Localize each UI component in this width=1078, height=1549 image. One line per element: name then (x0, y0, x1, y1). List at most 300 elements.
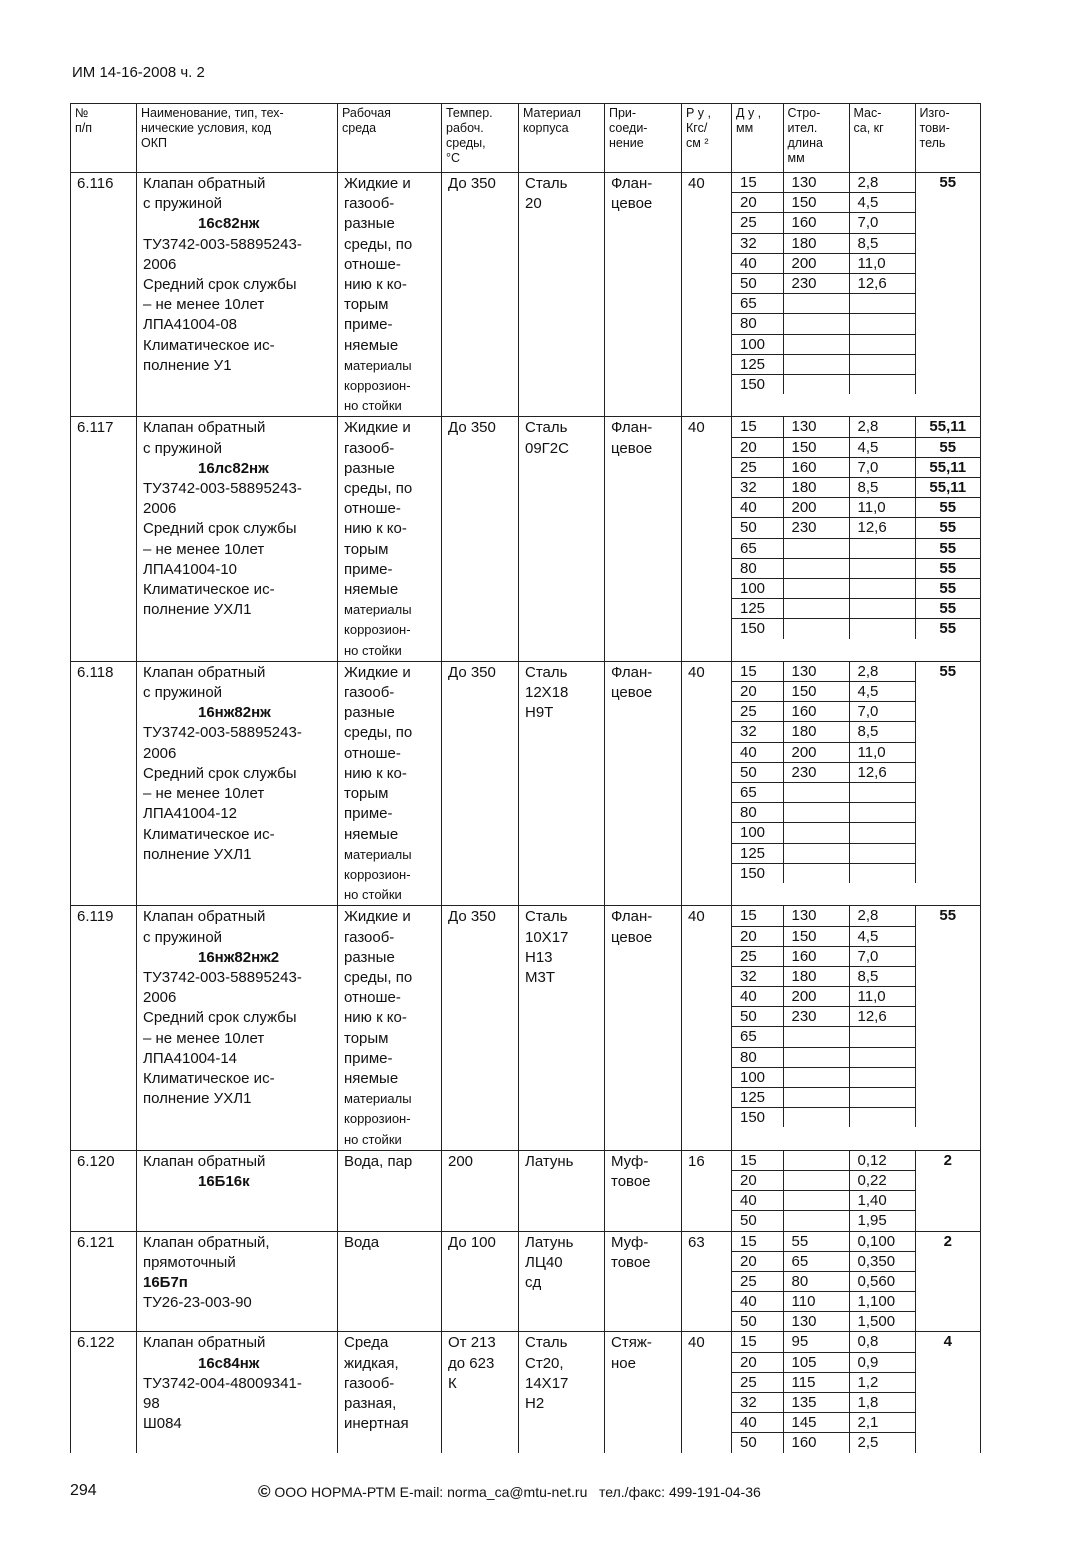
cell-line: 98 (143, 1395, 160, 1413)
size-row (732, 906, 980, 926)
cell-line: Н13 (525, 948, 553, 966)
cell-line: Ст20, (525, 1354, 564, 1372)
size-mass (849, 1027, 915, 1047)
cell-line: До 350 (448, 663, 496, 681)
manufacturer-code (915, 213, 980, 233)
size-row (732, 1271, 980, 1291)
cell-line: 09Г2С (525, 439, 569, 457)
size-mass (849, 1067, 915, 1087)
cell-line: Жидкие и (344, 419, 411, 437)
cell-line: ное (611, 1354, 636, 1372)
header-line: мм (787, 151, 805, 165)
cell-line: ТУ3742-003-58895243- (143, 968, 302, 986)
cell-line: 2006 (143, 255, 177, 273)
size-dn: 50 (732, 273, 783, 293)
manufacturer-code: 2 (915, 1151, 980, 1171)
cell-line: До 350 (448, 175, 496, 192)
working-medium-cell (338, 906, 442, 1150)
cell-line: 16Б7п (143, 1273, 188, 1291)
manufacturer-code: 4 (915, 1332, 980, 1352)
size-row (732, 1007, 980, 1027)
size-row (732, 762, 980, 782)
cell-line: До 100 (448, 1233, 496, 1251)
size-dn: 100 (732, 334, 783, 354)
manufacturer-code (915, 1047, 980, 1067)
size-dn: 150 (740, 620, 766, 638)
cell-line: ЛПА41004-08 (143, 316, 238, 334)
col-header-sizes (732, 104, 981, 173)
col-header-length (783, 104, 849, 172)
size-dn: 50 (740, 1313, 757, 1331)
cell-line: разные (344, 704, 395, 722)
size-len (783, 294, 849, 314)
size-row (732, 1352, 980, 1372)
header-line: рабоч. (446, 121, 484, 135)
cell-line: – не менее 10лет (143, 540, 265, 558)
cell-line: материалы (344, 357, 412, 373)
size-len: 160 (783, 702, 849, 722)
cell-line: Средний срок службы (143, 1009, 297, 1027)
cell-line: 16с82нж (198, 215, 260, 233)
size-mass (849, 294, 915, 314)
size-dn: 125 (732, 1088, 783, 1108)
email-address[interactable]: norma_ca@mtu-net.ru (447, 1484, 588, 1500)
row-number (71, 417, 137, 661)
cell-line: Флан- (611, 663, 653, 681)
size-dn: 15 (732, 1151, 783, 1171)
size-mass: 2,5 (849, 1433, 915, 1453)
size-row (732, 334, 980, 354)
cell-line: ЛЦ40 (525, 1253, 563, 1271)
cell-line: 14Х17 (525, 1374, 569, 1392)
size-dn: 40 (732, 1292, 783, 1312)
size-len: 180 (783, 966, 849, 986)
size-dn: 15 (732, 906, 783, 926)
size-mass (849, 823, 915, 843)
cell-line: отноше- (344, 500, 401, 518)
size-row (732, 1191, 980, 1211)
manufacturer-code (915, 1108, 980, 1128)
cell-line: 16с84нж (198, 1354, 260, 1372)
size-row (732, 702, 980, 722)
size-len: 130 (783, 1312, 849, 1332)
product-name-cell (137, 417, 338, 661)
cell-line: 16лс82нж (198, 459, 269, 477)
header-line: Р у , (686, 106, 712, 120)
cell-line: приме- (344, 316, 393, 334)
size-row (732, 1372, 980, 1392)
manufacturer-code (915, 354, 980, 374)
size-mass (849, 578, 915, 598)
cell-line: до 623 (448, 1354, 495, 1372)
cell-line: разная, (344, 1395, 397, 1413)
cell-line: сд (525, 1273, 542, 1291)
size-dn: 15 (732, 417, 783, 437)
sizes-subtable (732, 417, 980, 638)
size-mass: 7,0 (849, 702, 915, 722)
cell-line: с пружиной (143, 195, 223, 213)
size-mass (849, 863, 915, 883)
pressure-cell (682, 1150, 732, 1231)
row-number-text: 6.121 (77, 1233, 115, 1251)
cell-line: газооб- (344, 1374, 395, 1392)
cell-line: с пружиной (143, 928, 223, 946)
size-row (732, 863, 980, 883)
size-row (732, 946, 980, 966)
cell-line: няемые (344, 1069, 399, 1087)
row-number (71, 906, 137, 1150)
sizes-subtable (732, 173, 980, 394)
cell-line: но стойки (344, 398, 402, 414)
sizes-subtable (732, 1232, 980, 1332)
row-number (71, 1150, 137, 1231)
email-label: E-mail: (399, 1484, 444, 1500)
manufacturer-code (915, 1352, 980, 1372)
header-line: Стро- (787, 106, 821, 120)
size-row (732, 1067, 980, 1087)
manufacturer-code: 55 (915, 599, 980, 619)
size-len: 150 (783, 682, 849, 702)
row-number (71, 661, 137, 905)
size-row (732, 314, 980, 334)
row-number (71, 1231, 137, 1332)
sizes-subtable (732, 1332, 980, 1452)
size-row (732, 457, 980, 477)
size-mass: 4,5 (849, 682, 915, 702)
cell-line: ТУ3742-003-58895243- (143, 235, 302, 253)
size-len: 200 (783, 253, 849, 273)
col-header-medium (338, 104, 442, 173)
working-medium-cell (338, 1332, 442, 1453)
document-id: ИМ 14-16-2008 ч. 2 (72, 64, 205, 81)
size-mass: 1,95 (849, 1211, 915, 1231)
manufacturer-code: 55 (915, 498, 980, 518)
cell-line: Ш084 (143, 1415, 182, 1433)
body-material-cell (519, 661, 605, 905)
cell-line: торым (344, 296, 389, 314)
size-mass: 0,100 (849, 1232, 915, 1252)
size-row (732, 518, 980, 538)
row-number-text: 6.119 (77, 908, 114, 926)
cell-line: отноше- (344, 989, 401, 1007)
cell-line: Сталь (525, 1334, 568, 1352)
header-line: среда (342, 121, 377, 135)
cell-line: приме- (344, 805, 393, 823)
sizes-subtable (732, 662, 980, 883)
size-row (732, 1170, 980, 1190)
size-len: 65 (783, 1251, 849, 1271)
size-mass: 12,6 (849, 1007, 915, 1027)
cell-line: но стойки (344, 887, 402, 903)
size-dn: 15 (732, 173, 783, 193)
manufacturer-code (915, 863, 980, 883)
cell-line: цевое (611, 684, 653, 702)
manufacturer-code (915, 783, 980, 803)
header-line: см ² (686, 136, 709, 150)
size-row (732, 193, 980, 213)
body-material-cell (519, 173, 605, 417)
cell-line: торым (344, 785, 389, 803)
connection-cell (605, 661, 682, 905)
manufacturer-code (915, 334, 980, 354)
size-len: 150 (783, 193, 849, 213)
cell-line: отноше- (344, 744, 401, 762)
size-len (783, 334, 849, 354)
size-row (732, 1251, 980, 1271)
table-row (71, 1231, 981, 1332)
size-mass (849, 538, 915, 558)
manufacturer-code (915, 1027, 980, 1047)
body-material-cell (519, 417, 605, 661)
size-dn: 15 (732, 1232, 783, 1252)
cell-line: К (448, 1374, 457, 1392)
col-header-material (519, 104, 605, 173)
header-line: Рабочая (342, 106, 391, 120)
size-row (732, 722, 980, 742)
header-line: нические условия, код (141, 121, 272, 135)
size-dn: 50 (732, 762, 783, 782)
size-mass (849, 599, 915, 619)
phone-fax: тел./факс: 499-191-04-36 (599, 1484, 761, 1500)
cell-line: Флан- (611, 175, 653, 192)
col-header-name (137, 104, 338, 173)
size-row (732, 682, 980, 702)
size-dn: 40 (732, 987, 783, 1007)
temperature-cell (442, 906, 519, 1150)
pressure-value: 40 (688, 663, 705, 681)
manufacturer-code (915, 946, 980, 966)
cell-line: с пружиной (143, 684, 223, 702)
size-dn: 32 (732, 478, 783, 498)
size-dn: 25 (732, 946, 783, 966)
size-mass: 0,22 (849, 1170, 915, 1190)
cell-line: Сталь (525, 908, 568, 926)
cell-line: но стойки (344, 642, 402, 658)
cell-line: разные (344, 215, 395, 233)
header-line: са, кг (853, 121, 884, 135)
size-mass (849, 314, 915, 334)
cell-line: полнение УХЛ1 (143, 845, 252, 863)
size-dn: 25 (732, 1271, 783, 1291)
manufacturer-code (915, 742, 980, 762)
size-len: 150 (783, 926, 849, 946)
size-row (732, 1027, 980, 1047)
size-len (783, 1170, 849, 1190)
cell-line: Климатическое ис- (143, 825, 275, 843)
size-dn: 25 (732, 702, 783, 722)
pressure-cell (682, 1332, 732, 1453)
size-dn: 32 (732, 233, 783, 253)
header-line: ОКП (141, 136, 167, 150)
size-row (732, 926, 980, 946)
size-len (783, 1108, 849, 1128)
size-len (783, 803, 849, 823)
manufacturer-code: 55,11 (915, 457, 980, 477)
manufacturer-code (915, 1251, 980, 1271)
size-dn: 80 (732, 803, 783, 823)
cell-line: материалы (344, 602, 412, 618)
product-name-cell (137, 1231, 338, 1332)
manufacturer-code (915, 987, 980, 1007)
size-row (732, 619, 980, 639)
pressure-cell (682, 661, 732, 905)
size-len (783, 314, 849, 334)
cell-line: полнение У1 (143, 356, 232, 374)
size-dn: 25 (732, 213, 783, 233)
working-medium-cell (338, 173, 442, 417)
size-mass: 1,100 (849, 1292, 915, 1312)
size-row (732, 558, 980, 578)
cell-line: нию к ко- (344, 1009, 407, 1027)
manufacturer-code (915, 702, 980, 722)
cell-line: жидкая, (344, 1354, 399, 1372)
size-row (732, 437, 980, 457)
size-len: 145 (783, 1413, 849, 1433)
cell-line: коррозион- (344, 1111, 411, 1127)
cell-line: разные (344, 948, 395, 966)
cell-line: Флан- (611, 908, 653, 926)
cell-line: 10Х17 (525, 928, 569, 946)
cell-line: прямоточный (143, 1253, 236, 1271)
temperature-cell (442, 1150, 519, 1231)
product-name-cell (137, 906, 338, 1150)
size-mass: 11,0 (849, 742, 915, 762)
cell-line: Клапан обратный, (143, 1233, 270, 1251)
size-dn: 40 (732, 1413, 783, 1433)
cell-line: Средний срок службы (143, 520, 297, 538)
size-mass: 11,0 (849, 498, 915, 518)
manufacturer-code (915, 233, 980, 253)
size-mass: 4,5 (849, 926, 915, 946)
manufacturer-code: 55 (915, 619, 980, 639)
size-mass (849, 619, 915, 639)
manufacturer-code (915, 1191, 980, 1211)
size-row (732, 987, 980, 1007)
connection-cell (605, 417, 682, 661)
cell-line: ТУ3742-003-58895243- (143, 480, 302, 498)
temperature-cell (442, 173, 519, 417)
size-len: 55 (783, 1232, 849, 1252)
size-len: 180 (783, 478, 849, 498)
manufacturer-code: 55 (915, 173, 980, 193)
size-mass: 7,0 (849, 457, 915, 477)
size-dn: 32 (732, 722, 783, 742)
cell-line: Клапан обратный (143, 1152, 266, 1170)
size-len: 230 (783, 762, 849, 782)
manufacturer-code (915, 843, 980, 863)
size-mass (849, 783, 915, 803)
cell-line: 12Х18 (525, 684, 569, 702)
manufacturer-code (915, 762, 980, 782)
size-mass: 2,1 (849, 1413, 915, 1433)
pressure-value: 40 (688, 419, 705, 437)
size-row (732, 374, 980, 394)
connection-cell (605, 906, 682, 1150)
header-line: тови- (919, 121, 950, 135)
size-row (732, 783, 980, 803)
cell-line: полнение УХЛ1 (143, 1090, 252, 1108)
size-mass: 0,560 (849, 1271, 915, 1291)
size-dn: 50 (740, 1434, 757, 1452)
size-len: 230 (783, 273, 849, 293)
header-line: тель (919, 136, 946, 150)
size-mass: 12,6 (849, 273, 915, 293)
cell-line: Латунь (525, 1233, 574, 1251)
cell-line: отноше- (344, 255, 401, 273)
size-len (783, 1088, 849, 1108)
size-len (783, 1211, 849, 1231)
size-dn: 150 (740, 375, 766, 393)
cell-line: Жидкие и (344, 663, 411, 681)
size-dn: 65 (732, 294, 783, 314)
size-mass (849, 374, 915, 394)
connection-cell (605, 1332, 682, 1453)
cell-line: 2006 (143, 989, 177, 1007)
cell-line: среды, по (344, 724, 413, 742)
cell-line: приме- (344, 1049, 393, 1067)
size-dn: 25 (732, 457, 783, 477)
size-len: 230 (783, 518, 849, 538)
size-dn: 40 (732, 1191, 783, 1211)
size-mass: 11,0 (849, 253, 915, 273)
size-dn: 20 (732, 193, 783, 213)
manufacturer-code: 55 (915, 906, 980, 926)
header-line: корпуса (523, 121, 569, 135)
size-dn: 40 (732, 742, 783, 762)
cell-line: няемые (344, 336, 399, 354)
size-len (783, 599, 849, 619)
cell-line: – не менее 10лет (143, 296, 265, 314)
size-len (783, 1067, 849, 1087)
size-len (783, 374, 849, 394)
manufacturer-code: 55,11 (915, 417, 980, 437)
header-line: Темпер. (446, 106, 493, 120)
body-material-cell (519, 906, 605, 1150)
row-number-text: 6.116 (77, 175, 114, 192)
size-len: 230 (783, 1007, 849, 1027)
size-mass (849, 843, 915, 863)
body-material-cell (519, 1332, 605, 1453)
size-dn: 32 (732, 966, 783, 986)
size-row (732, 1413, 980, 1433)
size-mass (849, 354, 915, 374)
size-len: 130 (783, 662, 849, 682)
size-len: 160 (783, 1433, 849, 1453)
cell-line: ЛПА41004-12 (143, 805, 238, 823)
size-len (783, 578, 849, 598)
cell-line: 16Б16к (198, 1172, 250, 1190)
cell-line: Жидкие и (344, 175, 411, 192)
connection-cell (605, 173, 682, 417)
cell-line: До 350 (448, 908, 496, 926)
size-dn: 40 (732, 253, 783, 273)
size-len: 105 (783, 1352, 849, 1372)
cell-line: Климатическое ис- (143, 336, 275, 354)
size-row (732, 823, 980, 843)
cell-line: 2006 (143, 500, 177, 518)
page-number: 294 (70, 1482, 97, 1499)
size-mass (849, 803, 915, 823)
size-row (732, 1151, 980, 1171)
valve-table (70, 103, 981, 1453)
sizes-subtable (732, 906, 980, 1127)
size-dn: 100 (732, 823, 783, 843)
cell-line: няемые (344, 825, 399, 843)
sizes-cell (732, 417, 981, 661)
size-dn: 20 (732, 1251, 783, 1271)
size-row (732, 417, 980, 437)
size-row (732, 1393, 980, 1413)
